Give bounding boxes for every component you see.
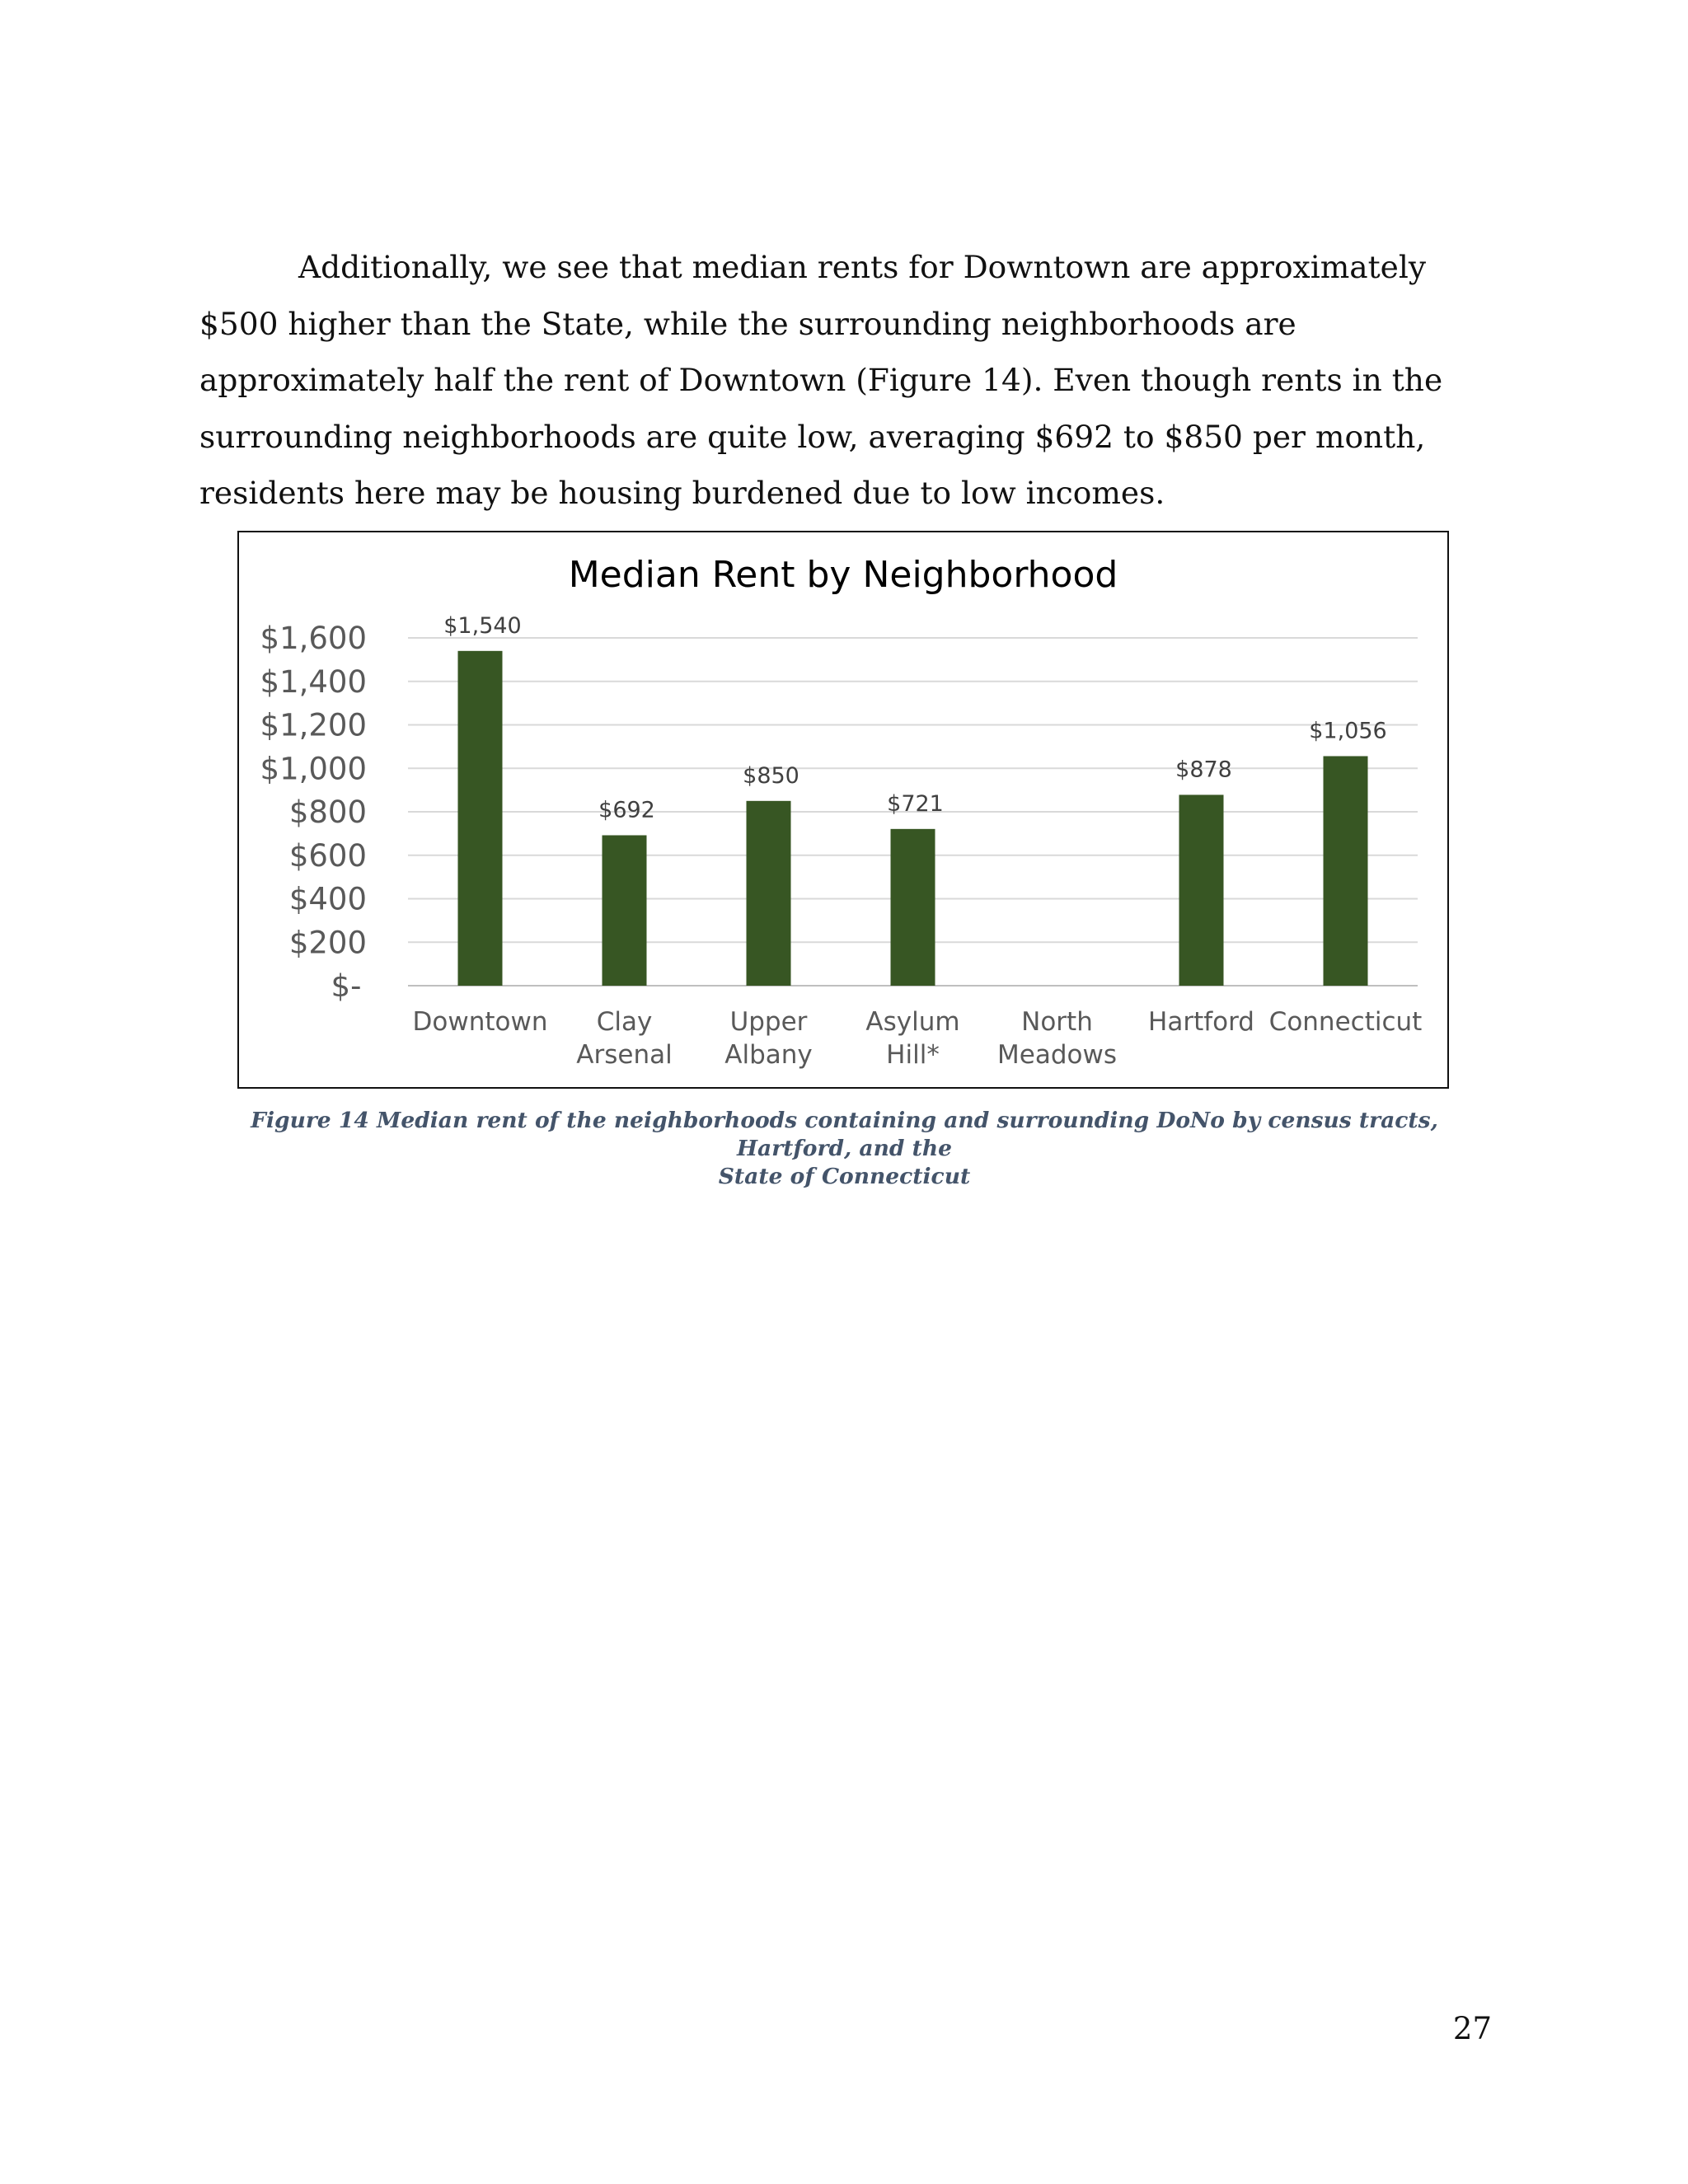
- figure-caption-line-2: State of Connecticut: [718, 1164, 971, 1189]
- y-tick-label: $400: [288, 881, 367, 917]
- bar: [747, 801, 791, 986]
- chart-frame: [237, 531, 1449, 1089]
- chart-title: Median Rent by Neighborhood: [568, 554, 1118, 596]
- bar: [603, 835, 647, 986]
- category-label: Upper: [729, 1007, 808, 1037]
- category-label: Hartford: [1148, 1007, 1254, 1037]
- y-tick-label: $200: [288, 925, 367, 961]
- y-tick-label: $1,200: [260, 707, 367, 743]
- figure-caption-line-1: Figure 14 Median rent of the neighborhoods containing and surrounding DoNo by census tracts, Hartford, and the: [251, 1108, 1438, 1161]
- category-label: Albany: [724, 1040, 813, 1070]
- data-label: $721: [887, 790, 944, 817]
- y-tick-label: $800: [288, 794, 367, 830]
- figure-caption: [199, 1107, 1489, 1191]
- median-rent-bar-chart: [239, 532, 1447, 1087]
- bar: [458, 651, 503, 986]
- bar: [1179, 794, 1224, 986]
- data-label: $692: [598, 797, 655, 823]
- body-paragraph: [199, 239, 1493, 522]
- data-label: $878: [1175, 757, 1232, 783]
- category-label: Clay: [596, 1007, 653, 1037]
- bar: [891, 829, 935, 986]
- y-tick-label: $1,400: [260, 663, 367, 700]
- category-label: North: [1021, 1007, 1093, 1037]
- page-number: 27: [1452, 2011, 1492, 2046]
- data-label: $850: [743, 762, 799, 789]
- category-label: Hill*: [886, 1040, 940, 1070]
- category-label: Downtown: [412, 1007, 548, 1037]
- bar: [1324, 756, 1368, 986]
- category-label: Asylum: [865, 1007, 960, 1037]
- category-label: Connecticut: [1268, 1007, 1423, 1037]
- body-paragraph-text: Additionally, we see that median rents for Downtown are approximately $500 higher than the State, while the surrounding neighborhoods are approximately half the rent of Downtown (Figure 14). Even though rents in the surrounding neighborhoods are quite low, averaging $692 to $850 per month, residents here may be housing burdened due to low incomes.: [199, 249, 1443, 511]
- y-tick-label: $600: [288, 837, 367, 874]
- data-label: $1,056: [1309, 718, 1387, 744]
- category-label: Meadows: [997, 1040, 1117, 1070]
- y-tick-label: $-: [331, 968, 362, 1004]
- y-tick-label: $1,600: [260, 621, 367, 656]
- y-tick-label: $1,000: [260, 751, 367, 787]
- category-label: Arsenal: [576, 1040, 673, 1070]
- data-label: $1,540: [443, 612, 522, 639]
